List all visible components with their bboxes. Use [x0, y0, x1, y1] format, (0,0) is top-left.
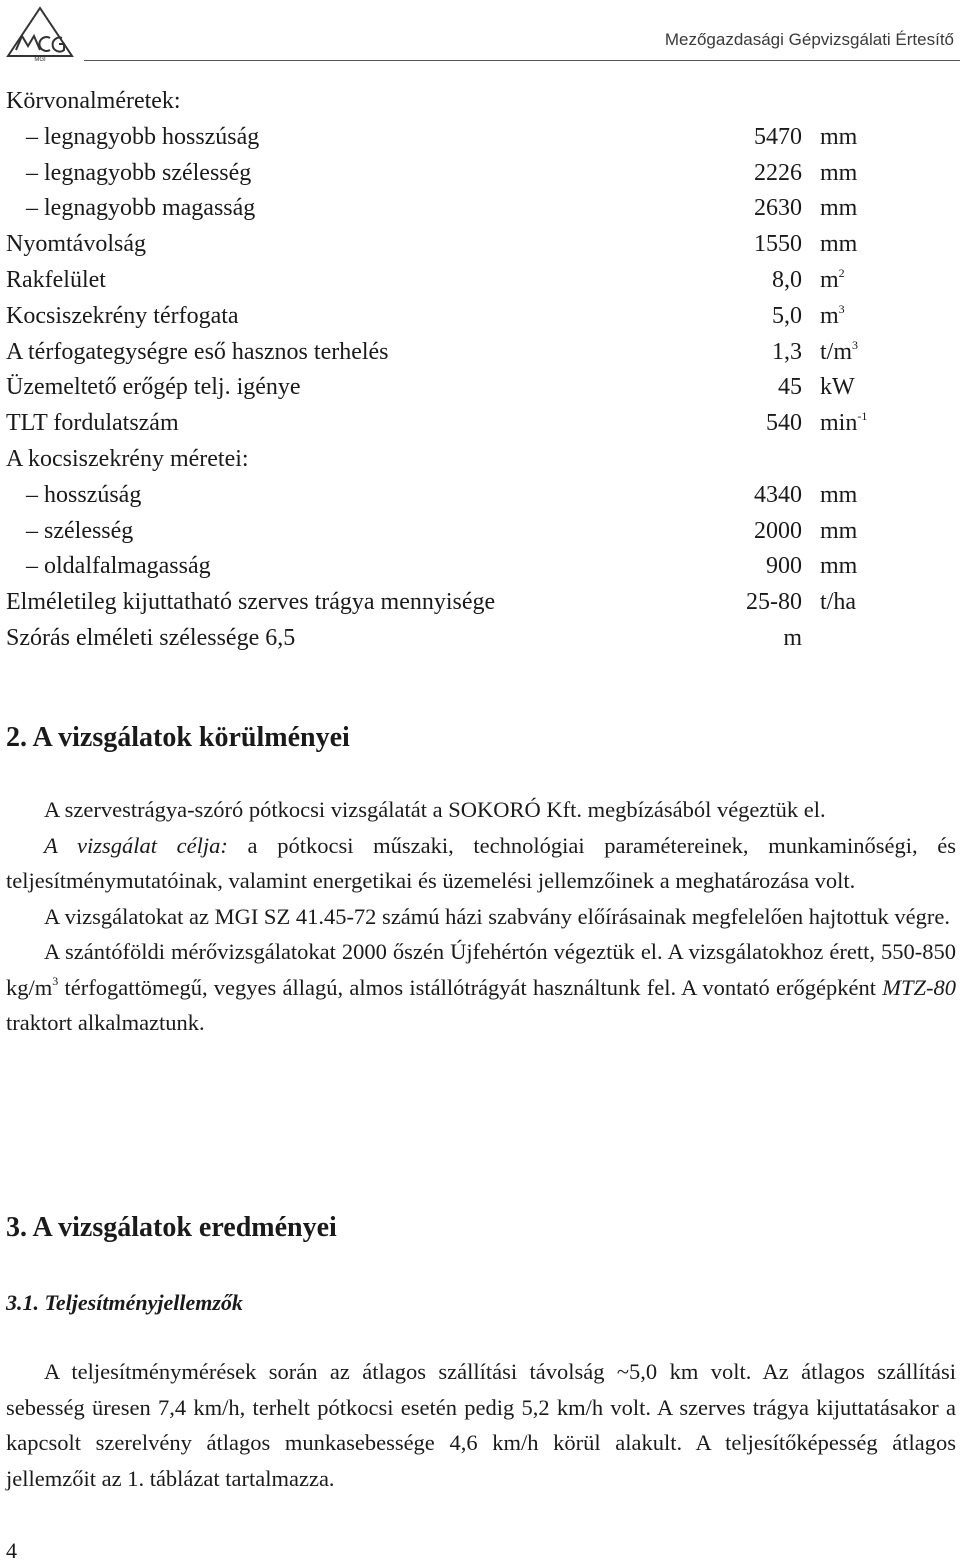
journal-title: Mezőgazdasági Gépvizsgálati Értesítő	[664, 30, 954, 49]
spec-row	[6, 227, 906, 263]
spec-unit: kW	[820, 374, 855, 401]
spec-value: 45	[778, 374, 802, 401]
section-2-body	[6, 792, 956, 1041]
section-3-body	[6, 1354, 956, 1496]
spec-row	[6, 478, 906, 514]
spec-value: 900	[766, 553, 802, 580]
spec-label: – legnagyobb magasság	[26, 195, 256, 222]
journal-logo	[4, 4, 76, 62]
spec-label: Rakfelület	[6, 266, 106, 293]
spec-value: 5470	[754, 123, 802, 150]
svg-text:MGI: MGI	[34, 57, 46, 62]
spec-unit: mm	[820, 517, 858, 544]
spec-row	[6, 406, 906, 442]
spec-row	[6, 621, 906, 657]
spec-row	[6, 585, 906, 621]
spec-label: – legnagyobb hosszúság	[26, 123, 260, 150]
spec-unit: $m^3$	[820, 301, 845, 329]
spec-unit: t/ha	[820, 589, 856, 616]
spec-unit: mm	[820, 231, 858, 258]
page-number: 4	[6, 1538, 17, 1563]
header-divider	[84, 60, 960, 61]
spec-row	[6, 84, 906, 120]
spec-row	[6, 299, 906, 335]
spec-value: 25-80	[746, 589, 802, 616]
paragraph: A vizsgálat célja: a pótkocsi műszaki, technológiai paramétereinek, munkaminőségi, és teljesítménymutatóinak, valamint energetikai és üzemelési jellemzőinek a meghatározása volt.	[6, 832, 956, 893]
spec-unit: mm	[820, 481, 858, 508]
spec-unit: mm	[820, 123, 858, 150]
paragraph: A szervestrágya-szóró pótkocsi vizsgálatát a SOKORÓ Kft. megbízásából végeztük el.	[44, 797, 826, 822]
paragraph: A vizsgálatokat az MGI SZ 41.45-72 számú házi szabvány előírásainak megfelelően hajtottuk végre.	[44, 903, 950, 929]
spec-value: 1550	[754, 231, 802, 258]
spec-value: 2000	[754, 517, 802, 544]
spec-row	[6, 120, 906, 156]
spec-label: – oldalfalmagasság	[26, 553, 211, 580]
spec-unit: mm	[820, 553, 858, 580]
paragraph: A szántóföldi mérővizsgálatokat 2000 őszén Újfehértón végeztük el. A vizsgálatokhoz érett, 550-850 $kg/m^3$ térfogattömegű, vegyes állagú, almos istállótrágyát használtunk fel. A vontató erőgépként MTZ-80 traktort alkalmaztunk.	[6, 939, 956, 1035]
spec-unit: mm	[820, 159, 858, 186]
spec-label: – hosszúság	[26, 481, 142, 508]
spec-label: Kocsiszekrény térfogata	[6, 302, 239, 329]
spec-row	[6, 156, 906, 192]
italic-phrase: MTZ-80	[882, 974, 956, 1000]
spec-row	[6, 549, 906, 585]
spec-value: 4340	[754, 481, 802, 508]
spec-label: A térfogategységre eső hasznos terhelés	[6, 338, 389, 365]
spec-label: Nyomtávolság	[6, 231, 146, 258]
spec-unit: $m^2$	[820, 265, 845, 293]
spec-label: – szélesség	[26, 517, 134, 544]
spec-label: A kocsiszekrény méretei:	[6, 445, 249, 472]
spec-value: m	[783, 624, 802, 651]
spec-unit: $t/m^3$	[820, 337, 859, 365]
spec-label: Körvonalméretek:	[6, 88, 181, 114]
spec-label: TLT fordulatszám	[6, 410, 179, 437]
spec-row	[6, 514, 906, 550]
spec-row	[6, 191, 906, 227]
spec-label: – legnagyobb szélesség	[26, 159, 252, 186]
section-3-heading: 3. A vizsgálatok eredményei	[6, 1212, 337, 1243]
specification-list	[6, 84, 906, 657]
spec-row	[6, 335, 906, 371]
spec-value: 2630	[754, 195, 802, 222]
spec-value: 8,0	[772, 266, 802, 293]
spec-value: 540	[766, 410, 802, 437]
italic-phrase: A vizsgálat célja:	[44, 832, 228, 858]
paragraph: A teljesítménymérések során az átlagos szállítási távolság ~5,0 km volt. Az átlagos szállítási sebesség üresen 7,4 km/h, terhelt pótkocsi esetén pedig 5,2 km/h volt. A szerves trágya kijuttatásakor a kapcsolt szerelvény átlagos munkasebessége 4,6 km/h körül alakult. A teljesítőképesség átlagos jellemzőit az 1. táblázat tartalmazza.	[6, 1359, 956, 1491]
spec-row	[6, 263, 906, 299]
spec-label: Üzemeltető erőgép telj. igénye	[6, 374, 301, 401]
section-2-heading: 2. A vizsgálatok körülményei	[6, 722, 350, 753]
spec-label: Szórás elméleti szélessége 6,5	[6, 624, 296, 651]
spec-label: Elméletileg kijuttatható szerves trágya mennyisége	[6, 589, 496, 616]
spec-unit: $\min^{-1}$	[820, 409, 868, 437]
spec-unit: mm	[820, 195, 858, 222]
spec-value: 5,0	[772, 302, 802, 329]
spec-value: 2226	[754, 159, 802, 186]
spec-value: 1,3	[772, 338, 802, 365]
subsection-3-1-heading: 3.1. Teljesítményjellemzők	[6, 1290, 243, 1315]
spec-row	[6, 442, 906, 478]
spec-row	[6, 370, 906, 406]
